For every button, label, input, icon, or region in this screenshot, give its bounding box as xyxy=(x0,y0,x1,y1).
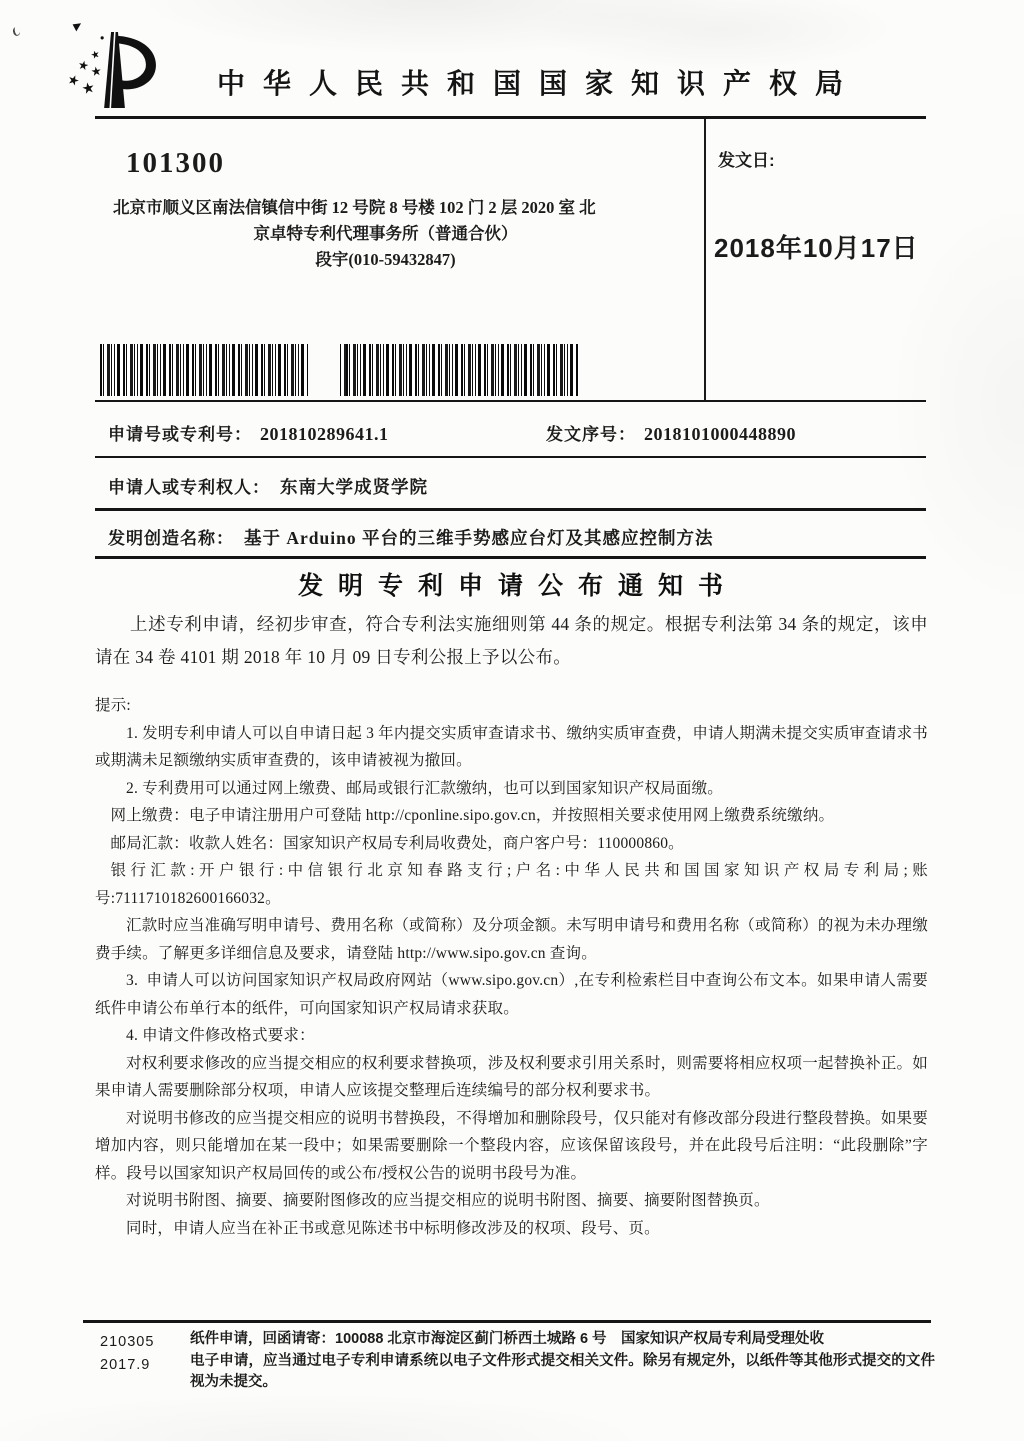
header-rule xyxy=(95,116,926,119)
table-rule xyxy=(95,508,926,511)
applicant-value: 东南大学成贤学院 xyxy=(280,477,428,497)
tip-item: 2. 专利费用可以通过网上缴费、邮局或银行汇款缴纳，也可以到国家知识产权局面缴。 xyxy=(126,779,724,797)
notice-title: 发明专利申请公布通知书 xyxy=(297,572,738,600)
serial-number-value: 2018101000448890 xyxy=(644,424,796,444)
invention-title-value: 基于 Arduino 平台的三维手势感应台灯及其感应控制方法 xyxy=(244,528,714,548)
serial-number-label: 发文序号： xyxy=(546,425,636,444)
sipo-logo-icon xyxy=(60,28,172,112)
address-line: 段宇(010-59432847) xyxy=(315,250,456,269)
tips-label: 提示: xyxy=(95,697,131,714)
dispatch-date-value: 2018年10月17日 xyxy=(714,233,919,263)
invention-title-label: 发明创造名称： xyxy=(108,529,234,548)
footer-rule xyxy=(83,1320,931,1323)
application-number-value: 201810289641.1 xyxy=(260,424,389,444)
notice-main-paragraph: 上述专利申请，经初步审查，符合专利法实施细则第 44 条的规定。根据专利法第 34 条的规定，该申请在 34 卷 4101 期 2018 年 10 月 09 日专利公报上予以公布。 xyxy=(95,614,928,667)
barcode-left xyxy=(100,344,308,396)
recipient-address xyxy=(113,195,658,273)
tip-item: 邮局汇款：收款人姓名：国家知识产权局专利局收费处，商户客户号：110000860。 xyxy=(110,834,684,852)
scan-artifact-mark xyxy=(12,26,21,36)
tip-item: 对说明书附图、摘要、摘要附图修改的应当提交相应的说明书附图、摘要、摘要附图替换页。 xyxy=(126,1192,770,1209)
applicant-row xyxy=(108,473,924,499)
table-rule xyxy=(95,556,926,559)
footer-form-code: 2017.9 xyxy=(100,1357,151,1373)
vertical-divider xyxy=(704,119,706,402)
barcode-right xyxy=(340,344,579,396)
table-rule xyxy=(95,456,926,458)
tip-item: 对说明书修改的应当提交相应的说明书替换段，不得增加和删除段号，仅只能对有修改部分段进行整段替换。如果要增加内容，则只能增加在某一段中；如果需要删除一个整段内容，应该保留该段号，并在此段号后注明：“此段删除”字样。段号以国家知识产权局回传的或公布/授权公告的说明书段号为准。 xyxy=(95,1109,928,1182)
tip-item: 汇款时应当准确写明申请号、费用名称（或简称）及分项金额。未写明申请号和费用名称（或简称）的视为未办理缴费手续。了解更多详细信息及要求，请登陆 http://www.sipo.gov.cn 查询。 xyxy=(95,917,928,962)
agency-title: 中华人民共和国国家知识产权局 xyxy=(216,68,861,99)
tip-item: 1. 发明专利申请人可以自申请日起 3 年内提交实质审查请求书、缴纳实质审查费，申请人期满未提交实质审查请求书或期满未足额缴纳实质审查费的，该申请被视为撤回。 xyxy=(95,724,928,769)
dispatch-date-label: 发文日: xyxy=(718,151,775,170)
footer-form-codes xyxy=(100,1331,154,1377)
tip-item: 同时，申请人应当在补正书或意见陈述书中标明修改涉及的权项、段号、页。 xyxy=(126,1219,660,1237)
footer-instructions xyxy=(190,1329,935,1394)
applicant-label: 申请人或专利权人： xyxy=(108,478,270,497)
tip-item: 网上缴费：电子申请注册用户可登陆 http://cponline.sipo.gov.cn，并按照相关要求使用网上缴费系统缴纳。 xyxy=(110,807,835,824)
footer-line: 纸件申请，回函请寄：100088 北京市海淀区蓟门桥西土城路 6 号 国家知识产权局专利局受理处收 xyxy=(190,1331,825,1347)
tip-item: 银行汇款:开户银行:中信银行北京知春路支行;户名:中华人民共和国国家知识产权局专利局;账号:7111710182600166032。 xyxy=(95,862,928,907)
address-line: 北京市顺义区南法信镇信中街 12 号院 8 号楼 102 门 2 层 2020 室 北 xyxy=(113,198,596,217)
tip-item: 对权利要求修改的应当提交相应的权利要求替换项，涉及权利要求引用关系时，则需要将相应权项一起替换补正。如果申请人需要删除部分权项，申请人应该提交整理后连续编号的部分权利要求书。 xyxy=(95,1054,928,1099)
application-number-label: 申请号或专利号： xyxy=(108,425,252,444)
postal-code: 101300 xyxy=(126,147,225,179)
invention-title-row xyxy=(108,524,924,550)
tip-item: 3. 申请人可以访问国家知识产权局政府网站（www.sipo.gov.cn）,在专利检索栏目中查询公布文本。如果申请人需要纸件申请公布单行本的纸件，可向国家知识产权局请求获取。 xyxy=(95,972,928,1017)
tips-section xyxy=(95,692,928,1242)
footer-line: 电子申请，应当通过电子专利申请系统以电子文件形式提交相关文件。除另有规定外，以纸件等其他形式提交的文件视为未提交。 xyxy=(190,1352,935,1390)
footer-form-code: 210305 xyxy=(100,1334,155,1350)
application-number-row xyxy=(108,420,924,445)
address-line: 京卓特专利代理事务所（普通合伙） xyxy=(253,224,518,243)
tip-item: 4. 申请文件修改格式要求： xyxy=(126,1027,315,1044)
table-rule xyxy=(95,400,926,402)
